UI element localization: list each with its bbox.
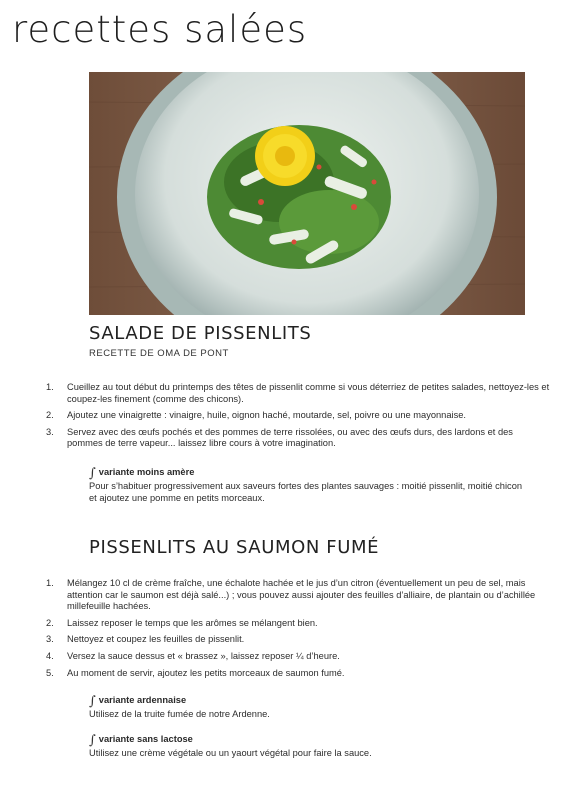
recipe1-title: SALADE DE PISSENLITS	[89, 323, 312, 344]
list-item	[40, 427, 550, 450]
variant-title: variante sans lactose	[98, 734, 193, 744]
recipe2-variant-1	[89, 690, 529, 721]
step-number: 2.	[46, 410, 54, 421]
recipe2-steps	[40, 578, 550, 684]
integral-hook-icon: ∫	[89, 694, 96, 709]
recipe1-subtitle: RECETTE DE OMA DE PONT	[89, 348, 229, 359]
integral-hook-icon: ∫	[89, 733, 96, 748]
recipe1-steps	[40, 382, 550, 455]
variant-title: variante moins amère	[98, 467, 195, 477]
step-text: Servez avec des œufs pochés et des pommes de terre rissolées, ou avec des œufs durs, des lardons et des pommes de terre vapeur... laissez libre cours à votre imagination.	[67, 426, 513, 449]
step-number: 3.	[46, 634, 54, 645]
list-item	[40, 618, 550, 630]
step-text: Laissez reposer le temps que les arômes se mélangent bien.	[67, 617, 318, 628]
list-item	[40, 668, 550, 680]
recipe1-variant	[89, 462, 529, 504]
step-number: 1.	[46, 578, 54, 588]
list-item	[40, 382, 550, 405]
list-item	[40, 410, 550, 422]
step-number: 4.	[46, 650, 54, 661]
step-text: Versez la sauce dessus et « brassez », laissez reposer ¼ d’heure.	[67, 650, 340, 661]
step-text: Au moment de servir, ajoutez les petits morceaux de saumon fumé.	[67, 667, 345, 678]
list-item	[40, 578, 550, 613]
step-text: Ajoutez une vinaigrette : vinaigre, huile, oignon haché, moutarde, sel, poivre ou une mayonnaise.	[67, 410, 466, 421]
recipe2-title: PISSENLITS AU SAUMON FUMÉ	[89, 537, 380, 558]
variant-title: variante ardennaise	[98, 695, 187, 705]
step-text: Mélangez 10 cl de crème fraîche, une échalote hachée et le jus d’un citron (éventuellement un peu de sel, mais attention car le saumon est déjà salé...) ; vous pouvez aussi ajouter des feuilles d’alliaire, de plantain ou d’achillée millefeuille hachées.	[67, 578, 536, 612]
variant-text: Pour s’habituer progressivement aux saveurs fortes des plantes sauvages : moitié pissenlit, moitié chicon et ajoutez une pomme en petits morceaux.	[89, 481, 523, 503]
step-number: 2.	[46, 617, 54, 628]
dandelion-flower	[255, 126, 315, 186]
salad-photo-illustration	[89, 72, 525, 315]
salad-photo	[89, 72, 525, 315]
step-number: 1.	[46, 382, 54, 392]
step-text: Nettoyez et coupez les feuilles de pissenlit.	[67, 634, 245, 645]
variant-text: Utilisez de la truite fumée de notre Ardenne.	[89, 709, 270, 719]
step-number: 5.	[46, 667, 54, 678]
recipe2-variant-2	[89, 729, 529, 760]
variant-text: Utilisez une crème végétale ou un yaourt végétal pour faire la sauce.	[89, 748, 372, 758]
page-title: recettes salées	[12, 8, 308, 51]
integral-hook-icon: ∫	[89, 466, 96, 481]
step-text: Cueillez au tout début du printemps des têtes de pissenlit comme si vous déterriez de petites salades, nettoyez-les et coupez-les finement (comme des chicons).	[67, 382, 550, 404]
list-item	[40, 651, 550, 663]
list-item	[40, 634, 550, 646]
step-number: 3.	[46, 426, 54, 437]
